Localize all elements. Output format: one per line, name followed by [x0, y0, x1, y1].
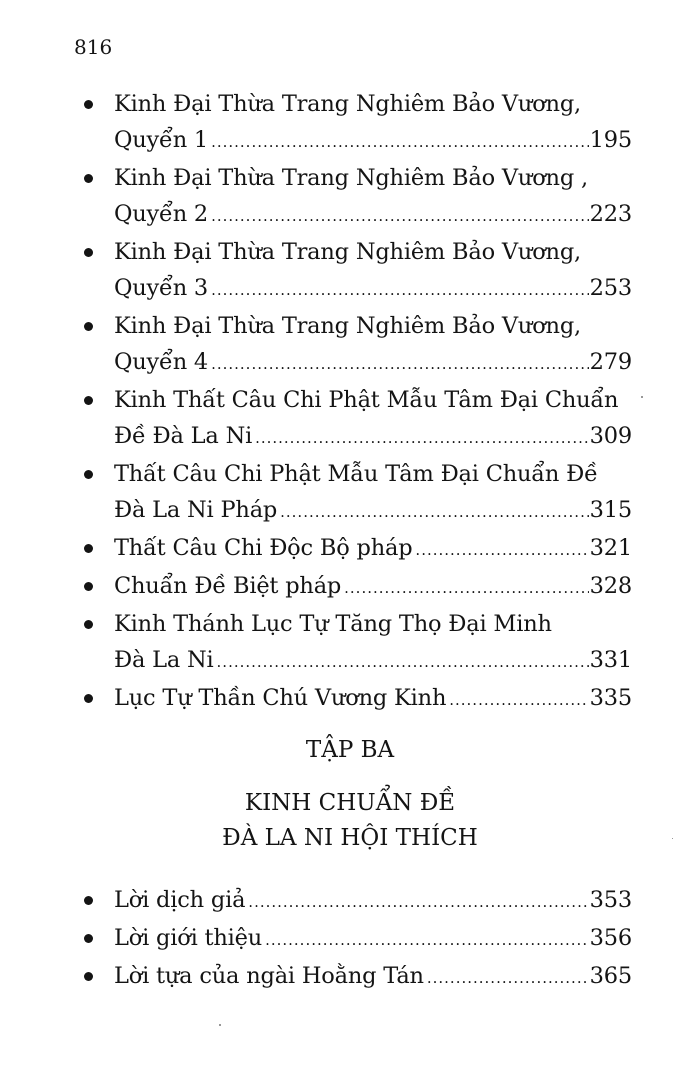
toc-entry — [80, 86, 632, 160]
toc-entry-row — [114, 492, 632, 530]
table-of-contents-bottom — [80, 882, 632, 996]
volume-subtitle-line1: KINH CHUẨN ĐỀ — [244, 790, 456, 816]
toc-entry-row — [114, 568, 632, 606]
bullet-icon — [84, 582, 93, 591]
toc-entry-title-line1: Thất Câu Chi Phật Mẫu Tâm Đại Chuẩn Đề — [114, 461, 598, 487]
dot-leader — [280, 494, 589, 530]
toc-entry-page: 328 — [589, 573, 632, 599]
volume-title: TẬP BA — [305, 737, 395, 763]
dot-leader — [265, 922, 589, 958]
toc-entry — [80, 530, 632, 568]
dot-leader — [255, 420, 589, 456]
toc-entry — [80, 680, 632, 718]
dot-leader — [415, 532, 588, 568]
bullet-icon — [84, 174, 93, 183]
toc-entry-page: 223 — [589, 201, 632, 227]
toc-entry-title-line1: Kinh Thánh Lục Tự Tăng Thọ Đại Minh — [114, 611, 552, 637]
toc-entry-page: 279 — [589, 349, 632, 375]
toc-entry — [80, 958, 632, 996]
volume-subtitle-line2: ĐÀ LA NI HỘI THÍCH — [222, 825, 478, 851]
toc-entry — [80, 234, 632, 308]
toc-entry-row — [114, 882, 632, 920]
toc-entry-title: Lời dịch giả — [114, 887, 246, 913]
toc-entry-title: Đà La Ni Pháp — [114, 497, 278, 523]
toc-entry-row — [114, 642, 632, 680]
toc-entry-row — [114, 958, 632, 996]
toc-entry-page: 353 — [589, 887, 632, 913]
toc-entry-page: 331 — [589, 647, 632, 673]
bullet-icon — [84, 934, 93, 943]
dot-leader — [344, 570, 589, 606]
toc-entry-title-line1: Kinh Đại Thừa Trang Nghiêm Bảo Vương , — [114, 165, 588, 191]
toc-entry-page: 356 — [589, 925, 632, 951]
toc-entry-row — [114, 344, 632, 382]
toc-entry-title: Lục Tự Thần Chú Vương Kinh — [114, 685, 447, 711]
toc-entry-title: Quyển 2 — [114, 201, 209, 227]
toc-entry-page: 253 — [589, 275, 632, 301]
toc-entry — [80, 456, 632, 530]
dot-leader — [427, 960, 589, 996]
table-of-contents-top — [80, 86, 632, 718]
scan-speck — [219, 1024, 221, 1026]
toc-entry-title: Chuẩn Đề Biệt pháp — [114, 573, 342, 599]
bullet-icon — [84, 694, 93, 703]
toc-entry — [80, 382, 632, 456]
dot-leader — [449, 682, 588, 718]
toc-entry-row — [114, 530, 632, 568]
dot-leader — [211, 272, 589, 308]
toc-entry-title: Đà La Ni — [114, 647, 214, 673]
bullet-icon — [84, 248, 93, 257]
dot-leader — [211, 346, 589, 382]
toc-entry-page: 195 — [589, 127, 632, 153]
toc-entry — [80, 160, 632, 234]
toc-entry-page: 321 — [589, 535, 632, 561]
toc-entry-title: Quyển 4 — [114, 349, 209, 375]
toc-entry-row — [114, 418, 632, 456]
bullet-icon — [84, 470, 93, 479]
bullet-icon — [84, 896, 93, 905]
toc-entry-row — [114, 680, 632, 718]
bullet-icon — [84, 396, 93, 405]
toc-entry-title-line1: Kinh Đại Thừa Trang Nghiêm Bảo Vương, — [114, 91, 582, 117]
toc-entry-page: 365 — [589, 963, 632, 989]
toc-entry — [80, 920, 632, 958]
bullet-icon — [84, 972, 93, 981]
toc-entry — [80, 568, 632, 606]
toc-entry — [80, 882, 632, 920]
toc-entry-title: Thất Câu Chi Độc Bộ pháp — [114, 535, 413, 561]
toc-entry — [80, 308, 632, 382]
scan-speck — [672, 838, 673, 839]
toc-entry-title: Lời giới thiệu — [114, 925, 263, 951]
bullet-icon — [84, 100, 93, 109]
bullet-icon — [84, 544, 93, 553]
dot-leader — [211, 124, 589, 160]
toc-entry-row — [114, 196, 632, 234]
toc-entry-title-line1: Kinh Đại Thừa Trang Nghiêm Bảo Vương, — [114, 313, 582, 339]
toc-entry-title: Quyển 1 — [114, 127, 209, 153]
dot-leader — [248, 884, 588, 920]
scan-speck — [641, 396, 643, 398]
toc-entry-row — [114, 920, 632, 958]
toc-entry — [80, 606, 632, 680]
toc-entry-title: Lời tựa của ngài Hoằng Tán — [114, 963, 424, 989]
bullet-icon — [84, 620, 93, 629]
dot-leader — [211, 198, 589, 234]
toc-entry-page: 315 — [589, 497, 632, 523]
toc-entry-title-line1: Kinh Thất Câu Chi Phật Mẫu Tâm Đại Chuẩn — [114, 387, 619, 413]
toc-entry-row — [114, 122, 632, 160]
toc-entry-title-line1: Kinh Đại Thừa Trang Nghiêm Bảo Vương, — [114, 239, 582, 265]
toc-entry-page: 335 — [589, 685, 632, 711]
bullet-icon — [84, 322, 93, 331]
dot-leader — [217, 644, 589, 680]
volume-subtitle — [0, 786, 700, 856]
toc-entry-row — [114, 270, 632, 308]
toc-entry-title: Quyển 3 — [114, 275, 209, 301]
toc-entry-page: 309 — [589, 423, 632, 449]
page-number: 816 — [74, 35, 113, 59]
toc-entry-title: Đề Đà La Ni — [114, 423, 253, 449]
